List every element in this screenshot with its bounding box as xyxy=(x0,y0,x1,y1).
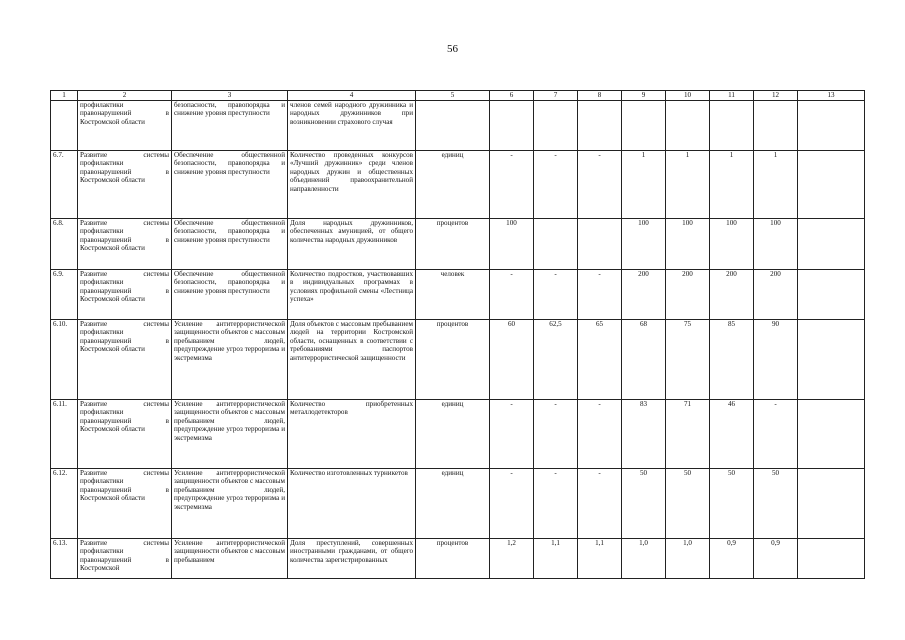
table-cell-col-5: единиц xyxy=(416,399,490,468)
column-header-6: 6 xyxy=(490,91,534,101)
table-cell-col-8 xyxy=(578,100,622,150)
table-cell-col-7: 1,1 xyxy=(534,538,578,578)
table-cell-col-10: 50 xyxy=(666,468,710,538)
table-cell-col-5 xyxy=(416,100,490,150)
table-cell-col-9 xyxy=(622,100,666,150)
table-cell-col-6: - xyxy=(490,468,534,538)
column-header-3: 3 xyxy=(172,91,288,101)
table-cell-col-9: 1,0 xyxy=(622,538,666,578)
table-cell-col-3: Усиление антитеррористической защищенности объектов с массовым пребыванием людей, предупреждение угроз терроризма и экстремизма xyxy=(172,399,288,468)
table-cell-col-5: процентов xyxy=(416,218,490,269)
table-cell-col-1 xyxy=(51,100,78,150)
table-cell-col-10: 71 xyxy=(666,399,710,468)
table-cell-col-6 xyxy=(490,100,534,150)
table-cell-col-2: Развитие системы профилактики правонарушений в Костромской xyxy=(78,538,172,578)
table-cell-col-1: 6.9. xyxy=(51,269,78,319)
table-cell-col-11: 85 xyxy=(710,319,754,399)
table-cell-col-10: 1 xyxy=(666,150,710,218)
table-cell-col-11: 46 xyxy=(710,399,754,468)
table-cell-col-7: - xyxy=(534,150,578,218)
table-cell-col-8 xyxy=(578,218,622,269)
table-cell-col-1: 6.10. xyxy=(51,319,78,399)
page-number: 56 xyxy=(447,43,458,55)
table-cell-col-2: Развитие системы профилактики правонарушений в Костромской области xyxy=(78,150,172,218)
table-cell-col-2: профилактики правонарушений в Костромской области xyxy=(78,100,172,150)
table-cell-col-3: Усиление антитеррористической защищенности объектов с массовым пребыванием xyxy=(172,538,288,578)
table-cell-col-4: Доля народных дружинников, обеспеченных амуницией, от общего количества народных дружинников xyxy=(288,218,416,269)
column-header-4: 4 xyxy=(288,91,416,101)
table-cell-col-12: 50 xyxy=(754,468,798,538)
table-cell-col-11: 1 xyxy=(710,150,754,218)
table-cell-col-12 xyxy=(754,100,798,150)
table-cell-col-7: - xyxy=(534,399,578,468)
table-cell-col-11: 50 xyxy=(710,468,754,538)
table-cell-col-7: 62,5 xyxy=(534,319,578,399)
table-cell-col-6: 100 xyxy=(490,218,534,269)
column-header-8: 8 xyxy=(578,91,622,101)
table-cell-col-13 xyxy=(798,218,865,269)
table-cell-col-10 xyxy=(666,100,710,150)
table-cell-col-3: Обеспечение общественной безопасности, правопорядка и снижение уровня преступности xyxy=(172,218,288,269)
table-cell-col-9: 100 xyxy=(622,218,666,269)
table-cell-col-3: безопасности, правопорядка и снижение уровня преступности xyxy=(172,100,288,150)
column-header-9: 9 xyxy=(622,91,666,101)
table-cell-col-13 xyxy=(798,399,865,468)
table-cell-col-12: - xyxy=(754,399,798,468)
table-cell-col-10: 200 xyxy=(666,269,710,319)
table-cell-col-12: 200 xyxy=(754,269,798,319)
table-cell-col-13 xyxy=(798,269,865,319)
table-cell-col-9: 200 xyxy=(622,269,666,319)
table-cell-col-3: Усиление антитеррористической защищенности объектов с массовым пребыванием людей, предупреждение угроз терроризма и экстремизма xyxy=(172,319,288,399)
table-row xyxy=(51,399,865,468)
table-row xyxy=(51,538,865,578)
table-cell-col-6: 1,2 xyxy=(490,538,534,578)
table-cell-col-12: 0,9 xyxy=(754,538,798,578)
table-cell-col-3: Усиление антитеррористической защищенности объектов с массовым пребыванием людей, предупреждение угроз терроризма и экстремизма xyxy=(172,468,288,538)
table-cell-col-1: 6.13. xyxy=(51,538,78,578)
column-header-10: 10 xyxy=(666,91,710,101)
indicators-table xyxy=(50,90,865,579)
table-cell-col-11: 0,9 xyxy=(710,538,754,578)
table-cell-col-4: членов семей народного дружинника и народных дружинников при возникновении страхового случая xyxy=(288,100,416,150)
column-header-2: 2 xyxy=(78,91,172,101)
table-cell-col-4: Количество подростков, участвовавших в индивидуальных программах в условиях профильной смены «Лестница успеха» xyxy=(288,269,416,319)
table-cell-col-3: Обеспечение общественной безопасности, правопорядка и снижение уровня преступности xyxy=(172,150,288,218)
table-cell-col-3: Обеспечение общественной безопасности, правопорядка и снижение уровня преступности xyxy=(172,269,288,319)
column-header-5: 5 xyxy=(416,91,490,101)
table-cell-col-13 xyxy=(798,100,865,150)
column-header-11: 11 xyxy=(710,91,754,101)
table-cell-col-8: - xyxy=(578,269,622,319)
table-cell-col-8: - xyxy=(578,150,622,218)
table-cell-col-8: - xyxy=(578,468,622,538)
table-cell-col-9: 1 xyxy=(622,150,666,218)
table-cell-col-9: 50 xyxy=(622,468,666,538)
table-cell-col-2: Развитие системы профилактики правонарушений в Костромской области xyxy=(78,399,172,468)
column-header-1: 1 xyxy=(51,91,78,101)
table-header-row xyxy=(51,91,865,101)
table-row xyxy=(51,100,865,150)
table-cell-col-5: процентов xyxy=(416,538,490,578)
column-header-12: 12 xyxy=(754,91,798,101)
table-row xyxy=(51,218,865,269)
table-cell-col-12: 90 xyxy=(754,319,798,399)
table-cell-col-6: 60 xyxy=(490,319,534,399)
table-cell-col-4: Количество приобретенных металлодетекторов xyxy=(288,399,416,468)
table-row xyxy=(51,319,865,399)
table-cell-col-12: 100 xyxy=(754,218,798,269)
table-cell-col-4: Доля преступлений, совершенных иностранными гражданами, от общего количества зарегистрированных xyxy=(288,538,416,578)
table-cell-col-5: единиц xyxy=(416,468,490,538)
table-cell-col-4: Количество изготовленных турникетов xyxy=(288,468,416,538)
table-cell-col-1: 6.11. xyxy=(51,399,78,468)
table-cell-col-11: 100 xyxy=(710,218,754,269)
table-row xyxy=(51,269,865,319)
table-cell-col-7 xyxy=(534,218,578,269)
table-cell-col-13 xyxy=(798,319,865,399)
table-cell-col-6: - xyxy=(490,269,534,319)
table-cell-col-7 xyxy=(534,100,578,150)
table-cell-col-6: - xyxy=(490,399,534,468)
table-cell-col-9: 68 xyxy=(622,319,666,399)
table-cell-col-12: 1 xyxy=(754,150,798,218)
table-cell-col-8: 1,1 xyxy=(578,538,622,578)
table-cell-col-1: 6.7. xyxy=(51,150,78,218)
table-cell-col-13 xyxy=(798,538,865,578)
table-cell-col-7: - xyxy=(534,468,578,538)
table-cell-col-5: человек xyxy=(416,269,490,319)
table-row xyxy=(51,150,865,218)
table-cell-col-8: 65 xyxy=(578,319,622,399)
table-cell-col-10: 100 xyxy=(666,218,710,269)
table-cell-col-13 xyxy=(798,468,865,538)
table-cell-col-10: 1,0 xyxy=(666,538,710,578)
table-cell-col-13 xyxy=(798,150,865,218)
column-header-7: 7 xyxy=(534,91,578,101)
table-cell-col-5: единиц xyxy=(416,150,490,218)
table-cell-col-8: - xyxy=(578,399,622,468)
table-cell-col-1: 6.12. xyxy=(51,468,78,538)
table-cell-col-7: - xyxy=(534,269,578,319)
table-cell-col-5: процентов xyxy=(416,319,490,399)
table-cell-col-2: Развитие системы профилактики правонарушений в Костромской области xyxy=(78,269,172,319)
table-cell-col-11: 200 xyxy=(710,269,754,319)
table-cell-col-11 xyxy=(710,100,754,150)
table-cell-col-4: Количество проведенных конкурсов «Лучший дружинник» среди членов народных дружин и общественных объединений правоохранительной направленности xyxy=(288,150,416,218)
table-cell-col-10: 75 xyxy=(666,319,710,399)
table-cell-col-6: - xyxy=(490,150,534,218)
table-cell-col-2: Развитие системы профилактики правонарушений в Костромской области xyxy=(78,319,172,399)
table-cell-col-2: Развитие системы профилактики правонарушений в Костромской области xyxy=(78,468,172,538)
table-cell-col-1: 6.8. xyxy=(51,218,78,269)
table-cell-col-4: Доля объектов с массовым пребыванием людей на территории Костромской области, оснащенных в соответствии с требованиями паспортов антитеррористической защищенности xyxy=(288,319,416,399)
table-cell-col-9: 83 xyxy=(622,399,666,468)
table-row xyxy=(51,468,865,538)
table-cell-col-2: Развитие системы профилактики правонарушений в Костромской области xyxy=(78,218,172,269)
column-header-13: 13 xyxy=(798,91,865,101)
